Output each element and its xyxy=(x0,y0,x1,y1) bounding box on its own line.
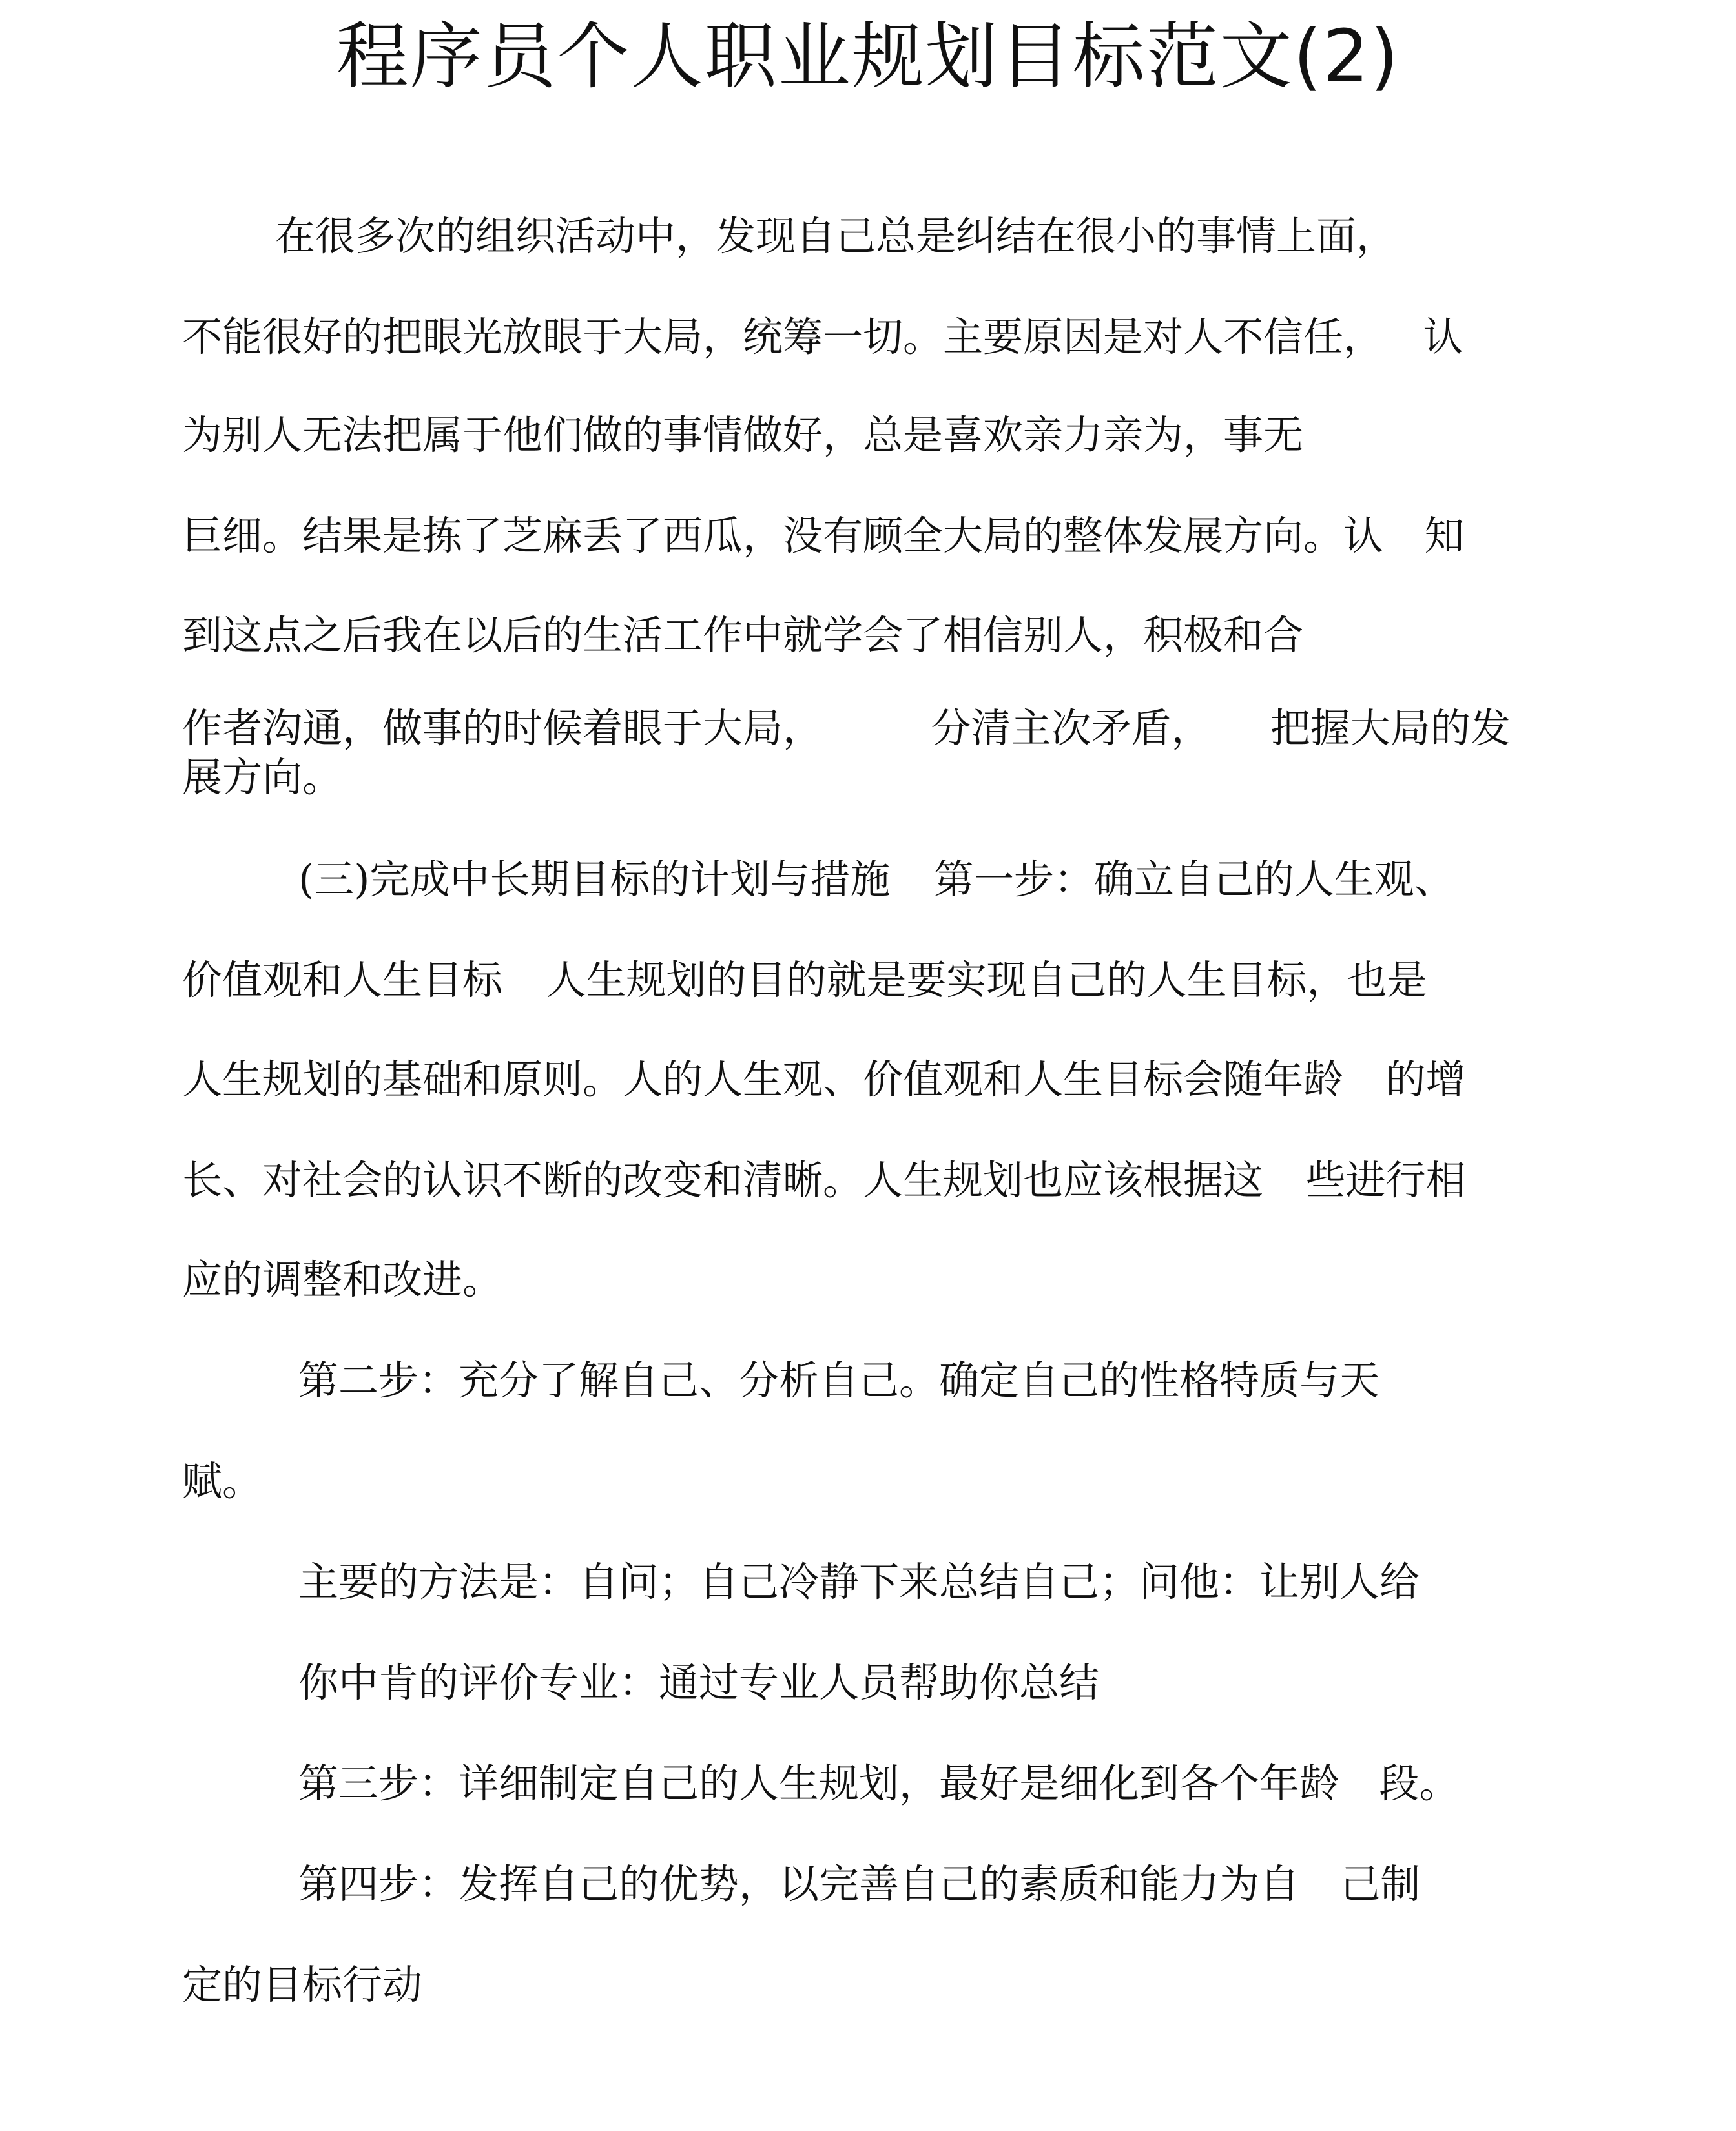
paragraph-line xyxy=(182,610,1303,661)
text-segment: 长、对社会的认识不断的改变和清晰。人生规划也应该根据这 xyxy=(182,1157,1264,1204)
paragraph-line xyxy=(182,311,1463,363)
paragraph-line xyxy=(298,1556,1420,1608)
text-segment: 在很多次的组织活动中，发现自己总是纠结在很小的事情上面， xyxy=(275,212,1397,260)
paragraph-line xyxy=(298,1758,1459,1809)
text-segment: 段。 xyxy=(1379,1760,1460,1807)
paragraph-line xyxy=(182,1959,422,2011)
paragraph-line xyxy=(182,1456,262,1507)
text-segment: 定的目标行动 xyxy=(182,1961,423,2008)
text-segment: 己制 xyxy=(1340,1860,1421,1908)
text-segment: 认 xyxy=(1423,313,1463,360)
text-segment: 第二步：充分了解自己、分析自己。确定自己的性格特质与天 xyxy=(298,1357,1380,1404)
text-segment: 主要的方法是：自问；自己冷静下来总结自己；问他：让别人给 xyxy=(298,1558,1420,1605)
paragraph-line xyxy=(298,854,1454,905)
text-segment: 不能很好的把眼光放眼于大局，统筹一切。主要原因是对人不信任， xyxy=(182,313,1384,360)
text-segment: 把握大局的发 xyxy=(1270,705,1511,752)
text-segment: 应的调整和改进。 xyxy=(182,1256,503,1303)
text-segment: 人生规划的目的就是要实现自己的人生目标，也是 xyxy=(546,956,1427,1004)
paragraph-line xyxy=(182,954,1427,1006)
text-segment: 人生规划的基础和原则。人的人生观、价值观和人生目标会随年龄 xyxy=(182,1056,1344,1103)
text-segment: 的增 xyxy=(1385,1056,1466,1103)
paragraph-line xyxy=(275,211,1396,262)
text-segment: 巨细。结果是拣了芝麻丢了西瓜，没有顾全大局的整体发展方向。认 xyxy=(182,512,1384,559)
text-segment: 知 xyxy=(1424,512,1465,559)
text-segment: 展方向。 xyxy=(182,754,343,801)
text-segment: 到这点之后我在以后的生活工作中就学会了相信别人，积极和合 xyxy=(182,612,1304,659)
text-segment: 分清主次矛盾， xyxy=(931,705,1212,752)
text-segment: 些进行相 xyxy=(1305,1157,1466,1204)
document-title: 程序员个人职业规划目标范文(2) xyxy=(336,15,1400,99)
text-segment: 第三步：详细制定自己的人生规划，最好是细化到各个年龄 xyxy=(298,1760,1340,1807)
text-segment: 第一步：确立自己的人生观、 xyxy=(933,856,1454,903)
paragraph-line xyxy=(182,409,1303,461)
text-segment: 第四步：发挥自己的优势，以完善自己的素质和能力为自 xyxy=(298,1860,1300,1908)
paragraph-line xyxy=(182,1054,1465,1106)
paragraph-line xyxy=(182,752,342,803)
text-segment: 你中肯的评价专业：通过专业人员帮助你总结 xyxy=(298,1659,1100,1706)
paragraph-line xyxy=(298,1858,1420,1910)
text-segment: 价值观和人生目标 xyxy=(182,956,503,1004)
paragraph-line xyxy=(298,1657,1099,1709)
text-segment: (三)完成中长期目标的计划与措施 xyxy=(298,856,891,903)
text-segment: 作者沟通，做事的时候着眼于大局， xyxy=(182,705,823,752)
paragraph-line xyxy=(298,1355,1380,1406)
text-segment: 赋。 xyxy=(182,1457,263,1505)
paragraph-line xyxy=(182,510,1464,562)
text-segment: 为别人无法把属于他们做的事情做好，总是喜欢亲力亲为，事无 xyxy=(182,411,1304,458)
paragraph-line xyxy=(182,1155,1465,1206)
paragraph-line xyxy=(182,1254,502,1306)
paragraph-line xyxy=(182,703,1511,754)
